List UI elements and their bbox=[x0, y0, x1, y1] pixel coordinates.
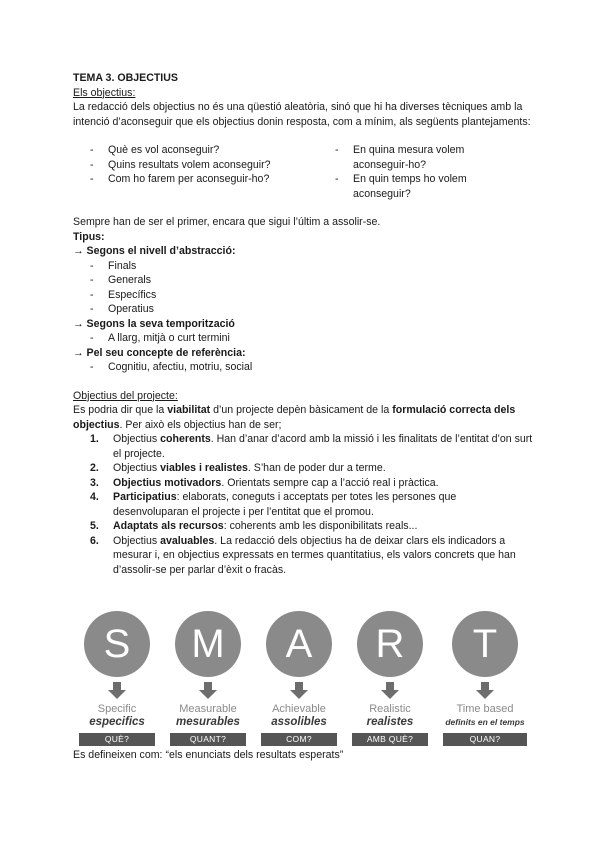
down-arrow-icon bbox=[386, 682, 394, 690]
list-item: - En quina mesura volem aconseguir-ho? bbox=[335, 144, 465, 171]
list-item: 3. Objectius motivadors. Orientats sempre cap a l’acció real i pràctica. bbox=[90, 476, 439, 489]
list-item: - En quin temps ho volem aconseguir? bbox=[335, 173, 467, 200]
list-item: 4. Participatius: elaborats, coneguts i acceptats per totes les persones que desenvoluparan el projecte i per l’entitat que el promou. bbox=[90, 491, 457, 518]
smart-question-badge: AMB QUÈ? bbox=[352, 733, 428, 746]
list-item: 5. Adaptats als recursos: coherents amb les disponibilitats reals... bbox=[90, 520, 418, 532]
projecte-intro: Es podria dir que la viabilitat d’un projecte depèn bàsicament de la formulació correcta dels objectius. Per això els objectius han de ser; bbox=[73, 404, 516, 431]
questions-columns bbox=[73, 143, 533, 201]
document-body bbox=[73, 71, 533, 577]
down-arrow-icon bbox=[204, 682, 212, 690]
note-text: Sempre han de ser el primer, encara que sigui l’últim a assolir-se. bbox=[73, 216, 381, 228]
list-item: 2. Objectius viables i realistes. S’han de poder dur a terme. bbox=[90, 462, 386, 474]
smart-question-badge: QUANT? bbox=[170, 733, 246, 746]
list-item: - Específics bbox=[90, 288, 157, 301]
smart-catalan-label: especifics bbox=[89, 716, 145, 728]
list-item: - Finals bbox=[90, 259, 137, 272]
down-arrow-icon bbox=[113, 682, 121, 690]
list-item: - Què es vol aconseguir? bbox=[90, 144, 220, 156]
footer-text: Es defineixen com: “els enunciats dels resultats esperats” bbox=[73, 749, 344, 761]
group-heading-abstraccio: → Segons el nivell d’abstracció: bbox=[73, 245, 236, 257]
down-arrow-icon bbox=[481, 682, 489, 690]
smart-letter-circle: M bbox=[175, 611, 241, 677]
list-item: 1. Objectius coherents. Han d’anar d’acord amb la missió i les finalitats de l’entitat d’on surt el projecte. bbox=[90, 433, 533, 460]
smart-catalan-label: definits en el temps bbox=[445, 717, 525, 727]
tipus-label: Tipus: bbox=[73, 230, 105, 243]
intro-paragraph: La redacció dels objectius no és una qüestió aleatòria, sinó que hi ha diverses tècniques amb la intenció d’aconseguir que els objectius donin resposta, com a mínim, als següents plantejaments: bbox=[73, 101, 531, 128]
smart-catalan-label: mesurables bbox=[176, 716, 240, 728]
smart-item-m bbox=[170, 611, 246, 746]
list-item: - A llarg, mitjà o curt termini bbox=[90, 332, 230, 344]
smart-english-label: Time based bbox=[456, 703, 514, 715]
section-heading-projecte: Objectius del projecte: bbox=[73, 389, 178, 402]
smart-letter-circle: R bbox=[357, 611, 423, 677]
smart-english-label: Realistic bbox=[369, 703, 411, 715]
smart-letter-circle: T bbox=[452, 611, 518, 677]
list-item: - Cognitiu, afectiu, motriu, social bbox=[90, 361, 253, 373]
section-heading-objectius: Els objectius: bbox=[73, 86, 136, 99]
smart-item-a bbox=[261, 611, 337, 746]
smart-item-r bbox=[352, 611, 428, 746]
group-heading-temporitzacio: → Segons la seva temporització bbox=[73, 317, 235, 330]
smart-english-label: Measurable bbox=[179, 703, 237, 715]
list-item: - Com ho farem per aconseguir-ho? bbox=[90, 173, 270, 185]
questions-left bbox=[73, 143, 318, 201]
questions-right bbox=[318, 143, 468, 201]
smart-question-badge: QUÈ? bbox=[79, 733, 155, 746]
smart-item-t bbox=[443, 611, 527, 746]
smart-item-s bbox=[79, 611, 155, 746]
objectius-list bbox=[73, 432, 533, 577]
list-item: - Operatius bbox=[90, 303, 154, 315]
smart-question-badge: QUAN? bbox=[443, 733, 527, 746]
smart-diagram bbox=[73, 611, 533, 745]
down-arrow-icon bbox=[295, 682, 303, 690]
group-heading-referencia: → Pel seu concepte de referència: bbox=[73, 346, 246, 359]
smart-letter-circle: S bbox=[84, 611, 150, 677]
smart-catalan-label: assolibles bbox=[271, 716, 327, 728]
smart-english-label: Specific bbox=[97, 703, 137, 715]
list-item: 6. Objectius avaluables. La redacció dels objectius ha de deixar clars els indicadors a mesurar i, en objectius expressats en termes quantitatius, els valors concrets que han d’assolir-se per parlar d’èxit o fracàs. bbox=[90, 534, 516, 576]
smart-english-label: Achievable bbox=[272, 703, 326, 715]
smart-catalan-label: realistes bbox=[366, 716, 414, 728]
smart-letter-circle: A bbox=[266, 611, 332, 677]
page-title: TEMA 3. OBJECTIUS bbox=[73, 72, 178, 84]
list-item: - Generals bbox=[90, 274, 151, 286]
smart-question-badge: COM? bbox=[261, 733, 337, 746]
list-item: - Quins resultats volem aconseguir? bbox=[90, 158, 271, 171]
